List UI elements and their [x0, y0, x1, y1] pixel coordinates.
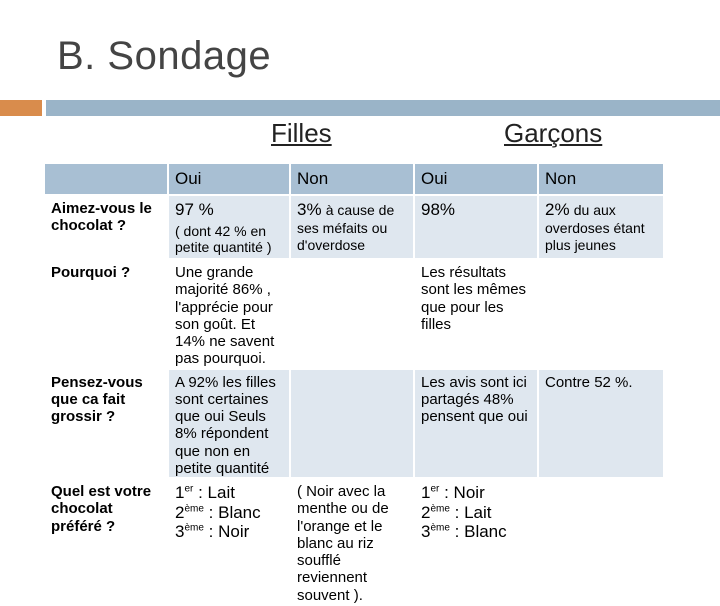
answer-cell: ( Noir avec la menthe ou de l'orange et le blanc au riz soufflé reviennent souvent ). — [291, 479, 413, 604]
question-cell: Quel est votre chocolat préféré ? — [45, 479, 167, 604]
rank-line — [175, 503, 289, 523]
answer-cell-empty — [291, 260, 413, 368]
table-row — [45, 196, 663, 258]
answer-value: 98% — [421, 200, 456, 219]
answer-cell — [415, 196, 537, 258]
rank-line — [421, 503, 537, 523]
rank-label: : Blanc — [454, 522, 507, 542]
answer-cell — [415, 479, 537, 604]
rank-number: 1 — [421, 483, 431, 502]
header-row — [45, 164, 663, 194]
answer-cell — [169, 479, 289, 604]
answer-cell: A 92% les filles sont certaines que oui Seuls 8% répondent que non en petite quantité — [169, 370, 289, 478]
answer-value: 97 % — [175, 200, 214, 219]
rank-number: 2 — [175, 502, 185, 522]
question-cell: Pourquoi ? — [45, 260, 167, 368]
rank-suffix: ème — [184, 502, 204, 514]
table-row — [45, 260, 663, 368]
rank-number: 3 — [175, 522, 185, 542]
answer-note: du aux overdoses étant plus jeunes — [545, 202, 645, 253]
rank-label: : Lait — [198, 483, 235, 502]
accent-bar-orange — [0, 100, 42, 116]
group-heading-garcons: Garçons — [504, 118, 603, 148]
answer-cell-empty — [539, 260, 663, 368]
rank-line — [421, 483, 537, 503]
rank-suffix: er — [430, 483, 440, 495]
rank-label: : Blanc — [208, 502, 261, 522]
answer-cell: Les avis sont ici partagés 48% pensent que oui — [415, 370, 537, 478]
accent-bar-blue — [46, 100, 720, 116]
answer-cell-empty — [291, 370, 413, 478]
answer-cell — [539, 196, 663, 258]
rank-label: : Lait — [454, 502, 492, 522]
answer-note: à cause de ses méfaits ou d'overdose — [297, 202, 395, 253]
rank-number: 3 — [421, 522, 431, 542]
rank-line — [175, 483, 289, 503]
header-non-garcons: Non — [539, 164, 663, 194]
rank-number: 1 — [175, 483, 185, 502]
answer-value: 3% — [297, 200, 322, 219]
answer-cell: Les résultats sont les mêmes que pour les filles — [415, 260, 537, 368]
answer-cell — [291, 196, 413, 258]
table-row — [45, 479, 663, 604]
rank-line — [175, 522, 289, 542]
answer-cell: Contre 52 %. — [539, 370, 663, 478]
answer-note: ( dont 42 % en petite quantité ) — [175, 222, 272, 255]
header-oui-garcons: Oui — [415, 164, 537, 194]
rank-label: : Noir — [444, 483, 485, 502]
rank-suffix: ème — [430, 522, 450, 534]
question-cell: Aimez-vous le chocolat ? — [45, 196, 167, 258]
answer-cell — [169, 196, 289, 258]
rank-label: : Noir — [208, 522, 250, 542]
header-empty-cell — [45, 164, 167, 194]
answer-value: 2% — [545, 200, 570, 219]
table-row — [45, 370, 663, 478]
rank-suffix: ème — [430, 502, 450, 514]
answer-cell-empty — [539, 479, 663, 604]
header-oui-filles: Oui — [169, 164, 289, 194]
survey-table — [43, 162, 665, 606]
rank-suffix: ème — [184, 522, 204, 534]
header-non-filles: Non — [291, 164, 413, 194]
answer-cell: Une grande majorité 86% , l'apprécie pour son goût. Et 14% ne savent pas pourquoi. — [169, 260, 289, 368]
rank-suffix: er — [184, 483, 194, 495]
rank-line — [421, 522, 537, 542]
group-heading-filles: Filles — [271, 118, 332, 148]
slide-title: B. Sondage — [57, 34, 272, 78]
question-cell: Pensez-vous que ca fait grossir ? — [45, 370, 167, 478]
rank-number: 2 — [421, 502, 431, 522]
